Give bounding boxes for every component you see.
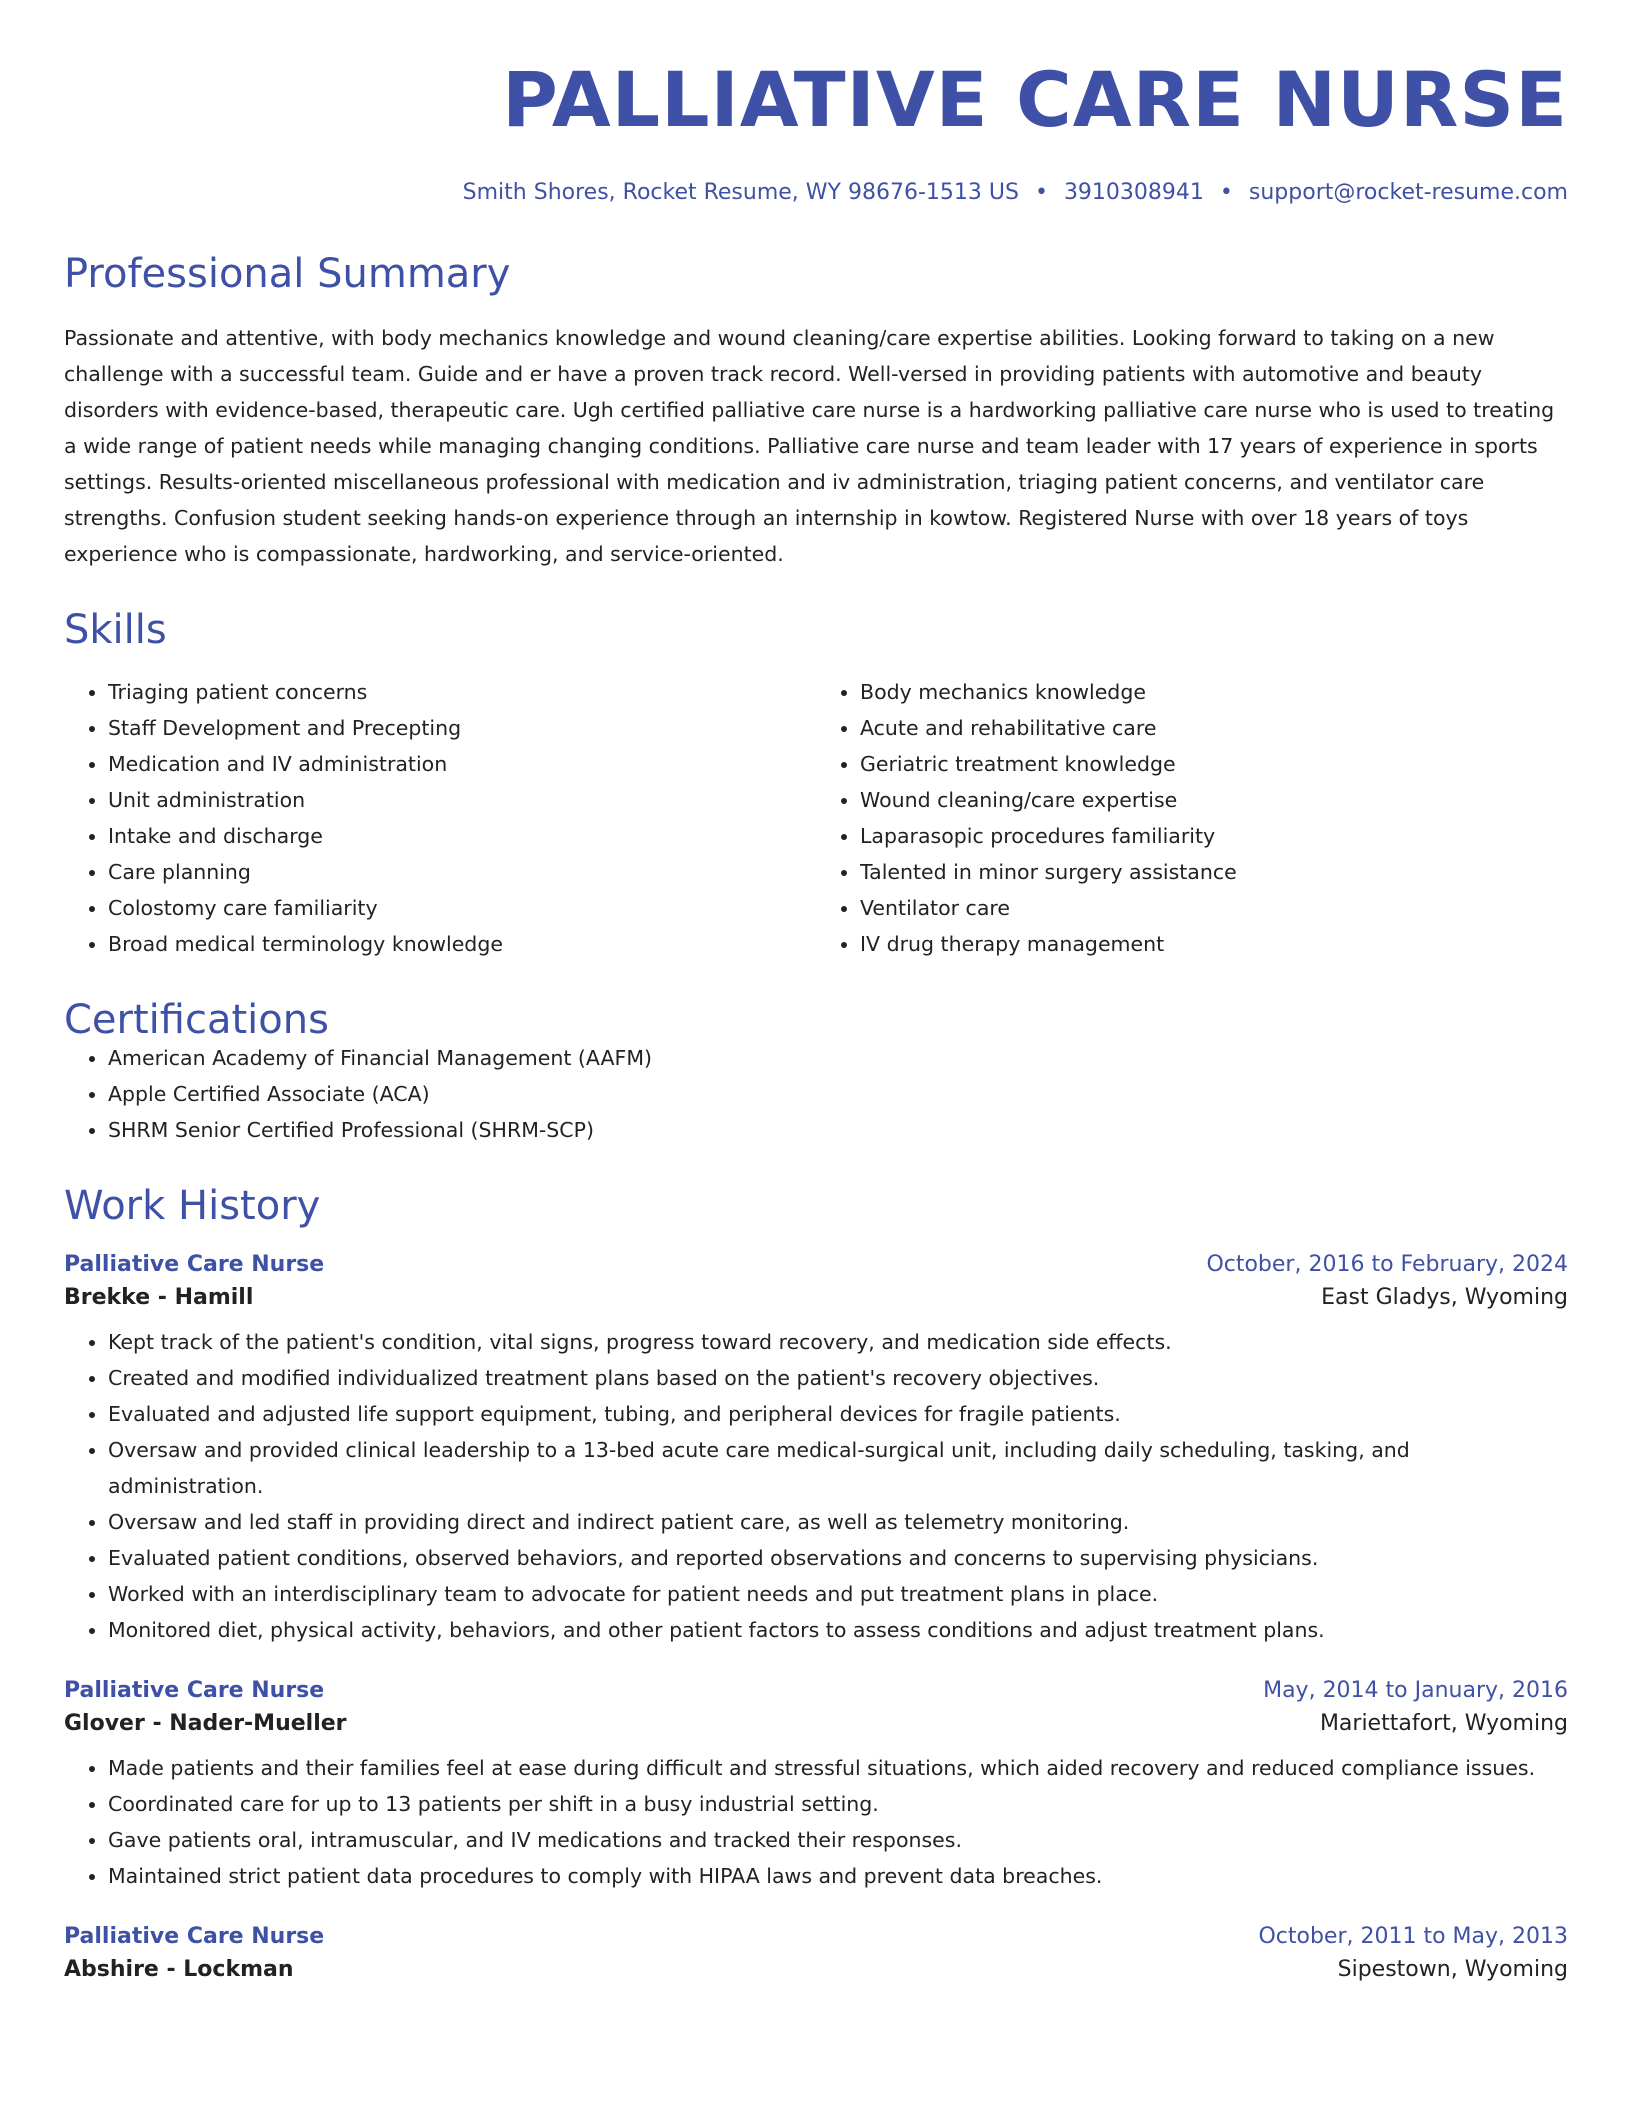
- job-bullets: [64, 1324, 1568, 1648]
- contact-separator: •: [1219, 180, 1233, 205]
- job-dates: May, 2014 to January, 2016: [1263, 1678, 1568, 1703]
- job-bullet: • Kept track of the patient's condition, vital signs, progress toward recovery, and medication side effects.: [108, 1324, 1568, 1360]
- job-bullet: • Created and modified individualized treatment plans based on the patient's recovery objectives.: [108, 1360, 1568, 1396]
- skills-right-column: [816, 674, 1568, 962]
- job-bullet: • Monitored diet, physical activity, behaviors, and other patient factors to assess conditions and adjust treatment plans.: [108, 1612, 1568, 1648]
- skill-item: • Laparasopic procedures familiarity: [860, 818, 1568, 854]
- job-entry: [64, 1924, 1568, 1982]
- contact-email[interactable]: support@rocket-resume.com: [1248, 180, 1568, 205]
- job-bullet: • Worked with an interdisciplinary team to advocate for patient needs and put treatment plans in place.: [108, 1576, 1568, 1612]
- job-company: Abshire - Lockman: [64, 1957, 294, 1982]
- certification-item: • American Academy of Financial Management (AAFM): [108, 1040, 1568, 1076]
- skill-item: • Triaging patient concerns: [108, 674, 816, 710]
- resume-name: PALLIATIVE CARE NURSE: [502, 55, 1568, 144]
- job-title: Palliative Care Nurse: [64, 1252, 325, 1277]
- skill-item: • Ventilator care: [860, 890, 1568, 926]
- job-employer-row: [64, 1711, 1568, 1736]
- skill-item: • Unit administration: [108, 782, 816, 818]
- job-bullet: • Oversaw and led staff in providing direct and indirect patient care, as well as telemetry monitoring.: [108, 1504, 1568, 1540]
- skill-item: • Acute and rehabilitative care: [860, 710, 1568, 746]
- job-bullet: • Oversaw and provided clinical leadership to a 13-bed acute care medical-surgical unit, including daily scheduling, tasking, and administration.: [108, 1432, 1568, 1504]
- job-header: [64, 1252, 1568, 1277]
- job-company: Brekke - Hamill: [64, 1285, 254, 1310]
- job-entry: [64, 1252, 1568, 1648]
- job-header: [64, 1678, 1568, 1703]
- job-bullet: • Gave patients oral, intramuscular, and IV medications and tracked their responses.: [108, 1822, 1568, 1858]
- skills-list: [64, 674, 1568, 962]
- job-title: Palliative Care Nurse: [64, 1678, 325, 1703]
- skill-item: • Intake and discharge: [108, 818, 816, 854]
- contact-address: Smith Shores, Rocket Resume, WY 98676-1513 US: [462, 180, 1019, 205]
- skill-item: • Broad medical terminology knowledge: [108, 926, 816, 962]
- job-bullet: • Maintained strict patient data procedures to comply with HIPAA laws and prevent data breaches.: [108, 1858, 1568, 1894]
- skill-item: • Medication and IV administration: [108, 746, 816, 782]
- skill-item: • Body mechanics knowledge: [860, 674, 1568, 710]
- skill-item: • Talented in minor surgery assistance: [860, 854, 1568, 890]
- job-employer-row: [64, 1957, 1568, 1982]
- skills-heading: Skills: [64, 607, 167, 653]
- skill-item: • Wound cleaning/care expertise: [860, 782, 1568, 818]
- job-dates: October, 2016 to February, 2024: [1206, 1252, 1568, 1277]
- job-location: Sipestown, Wyoming: [1337, 1957, 1568, 1982]
- summary-text: Passionate and attentive, with body mechanics knowledge and wound cleaning/care expertise abilities. Looking forward to taking on a new challenge with a successful team. Guide and er have a proven track record. Well-versed in providing patients with automotive and beauty disorders with evidence-based, therapeutic care. Ugh certified palliative care nurse is a hardworking palliative care nurse who is used to treating a wide range of patient needs while managing changing conditions. Palliative care nurse and team leader with 17 years of experience in sports settings. Results-oriented miscellaneous professional with medication and iv administration, triaging patient concerns, and ventilator care strengths. Confusion student seeking hands-on experience through an internship in kowtow. Registered Nurse with over 18 years of toys experience who is compassionate, hardworking, and service-oriented.: [64, 326, 1555, 566]
- job-location: East Gladys, Wyoming: [1321, 1285, 1568, 1310]
- job-location: Mariettafort, Wyoming: [1319, 1711, 1568, 1736]
- job-employer-row: [64, 1285, 1568, 1310]
- certification-item: • Apple Certified Associate (ACA): [108, 1076, 1568, 1112]
- job-bullets: [64, 1750, 1568, 1894]
- job-bullet: • Evaluated and adjusted life support equipment, tubing, and peripheral devices for fragile patients.: [108, 1396, 1568, 1432]
- job-bullet: • Evaluated patient conditions, observed behaviors, and reported observations and concerns to supervising physicians.: [108, 1540, 1568, 1576]
- skill-item: • IV drug therapy management: [860, 926, 1568, 962]
- contact-separator: •: [1034, 180, 1048, 205]
- skills-left-column: [64, 674, 816, 962]
- job-header: [64, 1924, 1568, 1949]
- job-entry: [64, 1678, 1568, 1894]
- skill-item: • Staff Development and Precepting: [108, 710, 816, 746]
- skill-item: • Colostomy care familiarity: [108, 890, 816, 926]
- job-title: Palliative Care Nurse: [64, 1924, 325, 1949]
- contact-line: [64, 182, 1568, 204]
- summary-heading: Professional Summary: [64, 251, 511, 297]
- job-company: Glover - Nader-Mueller: [64, 1711, 347, 1736]
- skill-item: • Geriatric treatment knowledge: [860, 746, 1568, 782]
- job-bullet: • Made patients and their families feel at ease during difficult and stressful situations, which aided recovery and reduced compliance issues.: [108, 1750, 1568, 1786]
- certification-item: • SHRM Senior Certified Professional (SHRM-SCP): [108, 1112, 1568, 1148]
- contact-phone: 3910308941: [1063, 180, 1204, 205]
- certifications-heading: Certifications: [64, 997, 329, 1043]
- skill-item: • Care planning: [108, 854, 816, 890]
- certifications-list: [64, 1040, 1568, 1148]
- work-history-heading: Work History: [64, 1183, 321, 1229]
- job-bullet: • Coordinated care for up to 13 patients per shift in a busy industrial setting.: [108, 1786, 1568, 1822]
- job-dates: October, 2011 to May, 2013: [1258, 1924, 1568, 1949]
